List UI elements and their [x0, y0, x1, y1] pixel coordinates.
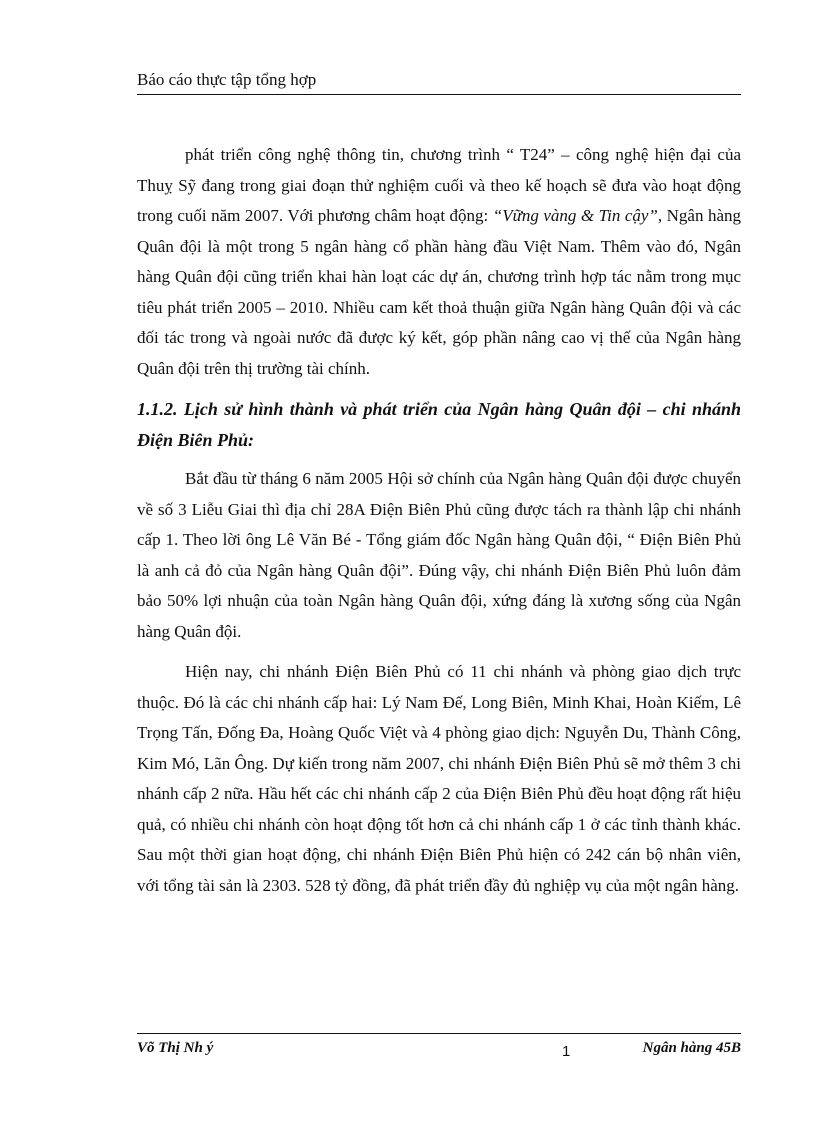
section-heading: 1.1.2. Lịch sử hình thành và phát triển của Ngân hàng Quân đội – chi nhánh Điện Biên Phủ: — [137, 399, 741, 450]
page-number: 1 — [562, 1043, 571, 1060]
footer-class-name: Ngân hàng 45B — [642, 1040, 741, 1056]
page-header — [137, 68, 741, 95]
page-footer — [137, 1033, 741, 1068]
paragraph-1 — [137, 140, 741, 384]
document-body — [137, 140, 741, 901]
footer-author: Võ Thị Nh ý — [137, 1040, 214, 1056]
motto-text: “Vững vàng & Tin cậy” — [492, 206, 658, 225]
paragraph-3: Hiện nay, chi nhánh Điện Biên Phủ có 11 chi nhánh và phòng giao dịch trực thuộc. Đó là các chi nhánh cấp hai: Lý Nam Đế, Long Biên, Minh Khai, Hoàn Kiếm, Lê Trọng Tấn, Đống Đa, Hoàng Quốc Việt và 4 phòng giao dịch: Nguyễn Du, Thành Công, Kim Mó, Lãn Ông. Dự kiến trong năm 2007, chi nhánh Điện Biên Phủ sẽ mở thêm 3 chi nhánh cấp 2 nữa. Hầu hết các chi nhánh cấp 2 của Điện Biên Phủ đều hoạt động rất hiệu quả, có nhiều chi nhánh còn hoạt động tốt hơn cả chi nhánh cấp 1 ở các tỉnh thành khác. Sau một thời gian hoạt động, chi nhánh Điện Biên Phủ hiện có 242 cán bộ nhân viên, với tổng tài sản là 2303. 528 tỷ đồng, đã phát triển đầy đủ nghiệp vụ của một ngân hàng. — [137, 662, 741, 895]
paragraph-2: Bắt đầu từ tháng 6 năm 2005 Hội sở chính của Ngân hàng Quân đội được chuyển về số 3 Liễu Giai thì địa chỉ 28A Điện Biên Phủ cũng được tách ra thành lập chi nhánh cấp 1. Theo lời ông Lê Văn Bé - Tổng giám đốc Ngân hàng Quân đội, “ Điện Biên Phủ là anh cả đỏ của Ngân hàng Quân đội”. Đúng vậy, chi nhánh Điện Biên Phủ luôn đảm bảo 50% lợi nhuận của toàn Ngân hàng Quân đội, xứng đáng là xương sống của Ngân hàng Quân đội. — [137, 469, 741, 641]
header-title: Báo cáo thực tập tổng hợp — [137, 70, 317, 89]
paragraph-1-text-a: phát triển công nghệ thông tin, chương trình “ T24” – công nghệ hiện đại của Thuỵ Sỹ đang trong giai đoạn thử nghiệm cuối và theo kế hoạch sẽ đưa vào hoạt động trong cuối năm 2007. Với phương châm hoạt động: — [137, 145, 741, 225]
paragraph-1-text-b: , Ngân hàng Quân đội là một trong 5 ngân hàng cổ phần hàng đầu Việt Nam. Thêm vào đó, Ngân hàng Quân đội cũng triển khai hàn loạt các dự án, chương trình hợp tác nằm trong mục tiêu phát triển 2005 – 2010. Nhiều cam kết thoả thuận giữa Ngân hàng Quân đội và các đối tác trong và ngoài nước đã được ký kết, góp phần nâng cao vị thế của Ngân hàng Quân đội trên thị trường tài chính. — [137, 206, 741, 378]
